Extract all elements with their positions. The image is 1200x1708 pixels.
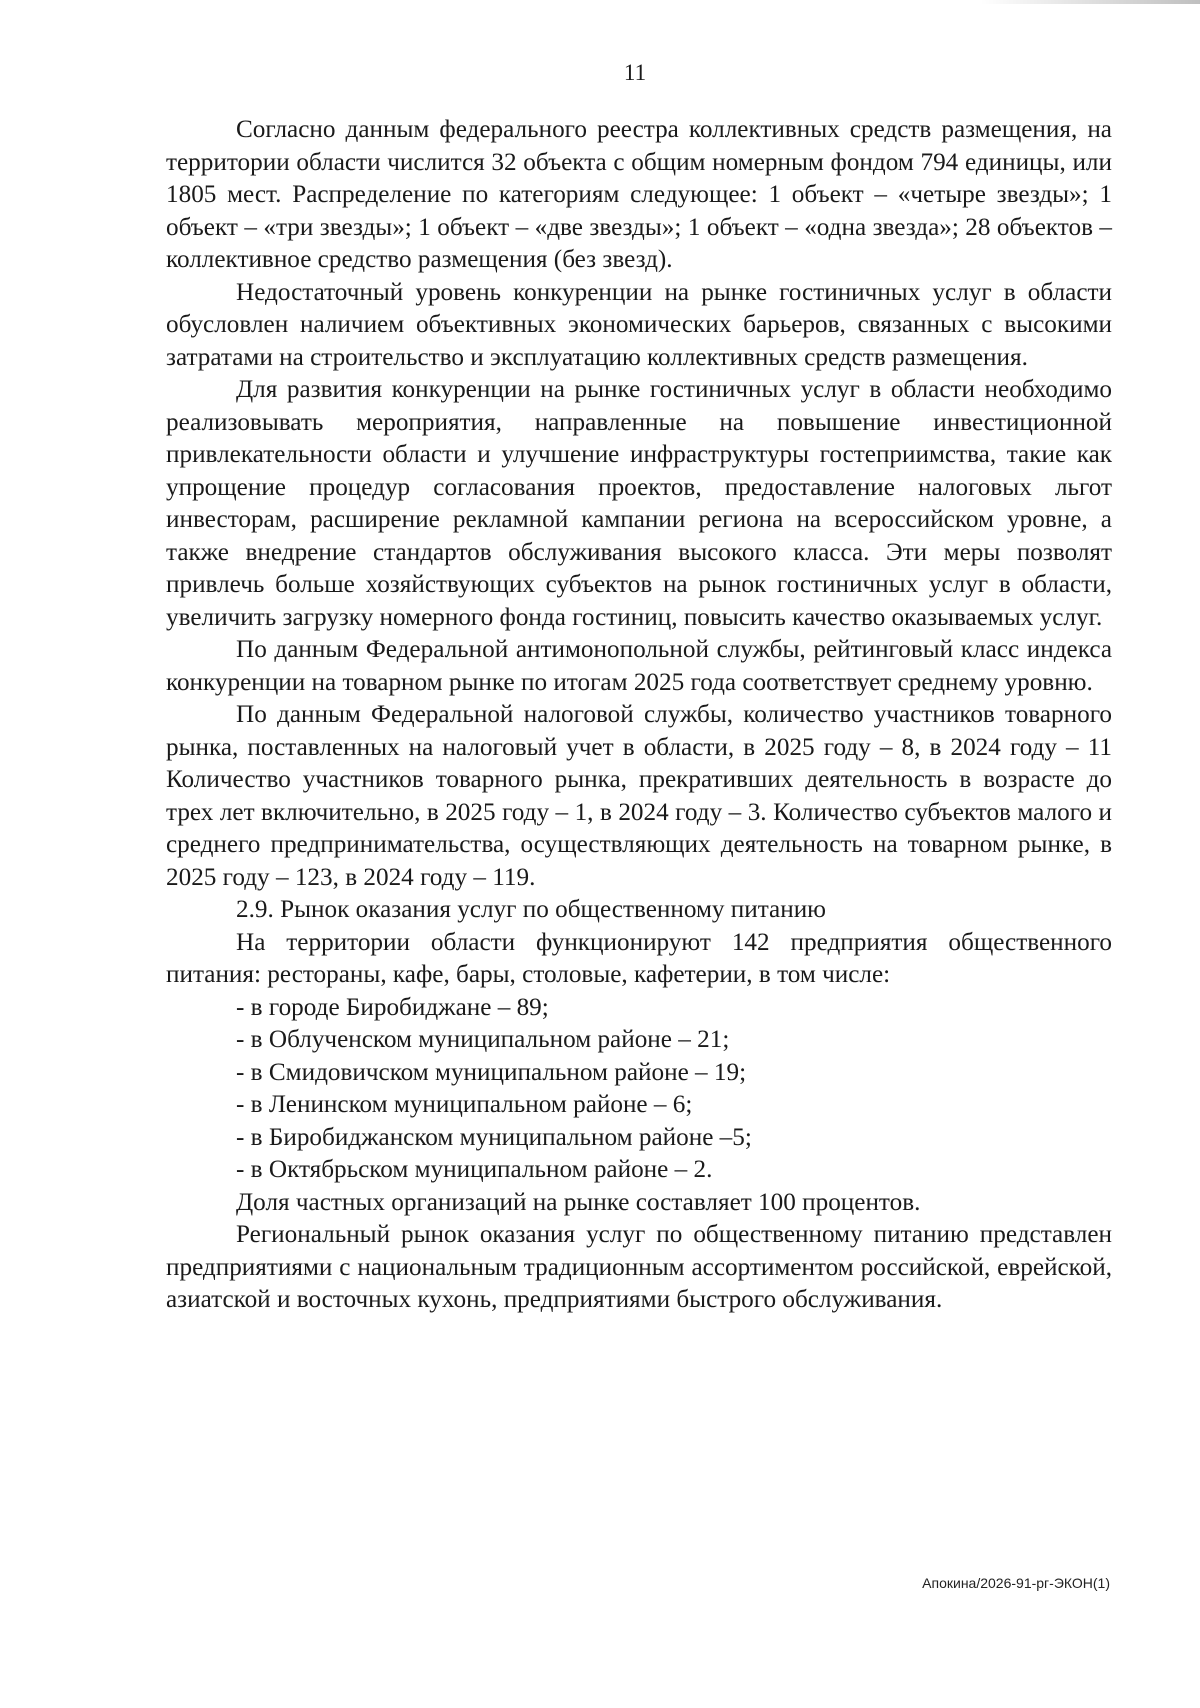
list-item: - в Биробиджанском муниципальном районе –5; (236, 1123, 752, 1151)
list-item: - в Ленинском муниципальном районе – 6; (236, 1091, 693, 1118)
paragraph-development-measures: Для развития конкуренции на рынке гостиничных услуг в области необходимо реализовывать мероприятия, направленные на повышение инвестиционной привлекательности области и улучшение инфраструктуры гостеприимства, такие как упрощение процедур согласования проектов, предоставление налоговых льгот инвесторам, расширение рекламной кампании региона на всероссийском уровне, а также внедрение стандартов обслуживания высокого класса. Эти меры позволят привлечь больше хозяйствующих субъектов на рынок гостиничных услуг в области, увеличить загрузку номерного фонда гостиниц, повысить качество оказываемых услуг. (166, 376, 1112, 631)
paragraph-competition-level: Недостаточный уровень конкуренции на рынке гостиничных услуг в области обусловлен наличием объективных экономических барьеров, связанных с высокими затратами на строительство и эксплуатацию коллективных средств размещения. (166, 278, 1112, 371)
paragraph-registry: Согласно данным федерального реестра коллективных средств размещения, на территории области числится 32 объекта с общим номерным фондом 794 единицы, или 1805 мест. Распределение по категориям следующее: 1 объект – «четыре звезды»; 1 объект – «три звезды»; 1 объект – «две звезды»; 1 объект – «одна звезда»; 28 объектов – коллективное средство размещения (без звезд). (166, 116, 1112, 273)
list-item: - в Облученском муниципальном районе – 21; (236, 1026, 730, 1053)
list-item: - в городе Биробиджане – 89; (236, 993, 549, 1021)
district-list (166, 992, 1112, 1187)
scan-edge-mark (980, 0, 1200, 4)
paragraph-tax-service: По данным Федеральной налоговой службы, количество участников товарного рынка, поставленных на налоговый учет в области, в 2025 году – 8, в 2024 году – 11 Количество участников товарного рынка, прекративших деятельность в возрасте до трех лет включительно, в 2025 году – 1, в 2024 году – 3. Количество субъектов малого и среднего предпринимательства, осуществляющих деятельность на товарном рынке, в 2025 году – 123, в 2024 году – 119. (166, 701, 1112, 891)
document-footer-code: Апокина/2026-91-рг-ЭКОН(1) (922, 1575, 1110, 1591)
list-item: - в Смидовичском муниципальном районе – 19; (236, 1058, 747, 1086)
paragraph-private-share: Доля частных организаций на рынке составляет 100 процентов. (236, 1188, 921, 1216)
section-intro: На территории области функционируют 142 предприятия общественного питания: рестораны, кафе, бары, столовые, кафетерии, в том числе: (166, 928, 1112, 988)
document-body (166, 114, 1112, 1317)
page-number: 11 (623, 60, 647, 85)
paragraph-regional-market: Региональный рынок оказания услуг по общественному питанию представлен предприятиями с национальным традиционным ассортиментом российской, еврейской, азиатской и восточных кухонь, предприятиями быстрого обслуживания. (166, 1221, 1112, 1313)
paragraph-antimonopoly: По данным Федеральной антимонопольной службы, рейтинговый класс индекса конкуренции на товарном рынке по итогам 2025 года соответствует среднему уровню. (166, 636, 1112, 696)
section-heading: 2.9. Рынок оказания услуг по общественному питанию (236, 896, 826, 923)
list-item: - в Октябрьском муниципальном районе – 2. (236, 1156, 713, 1183)
